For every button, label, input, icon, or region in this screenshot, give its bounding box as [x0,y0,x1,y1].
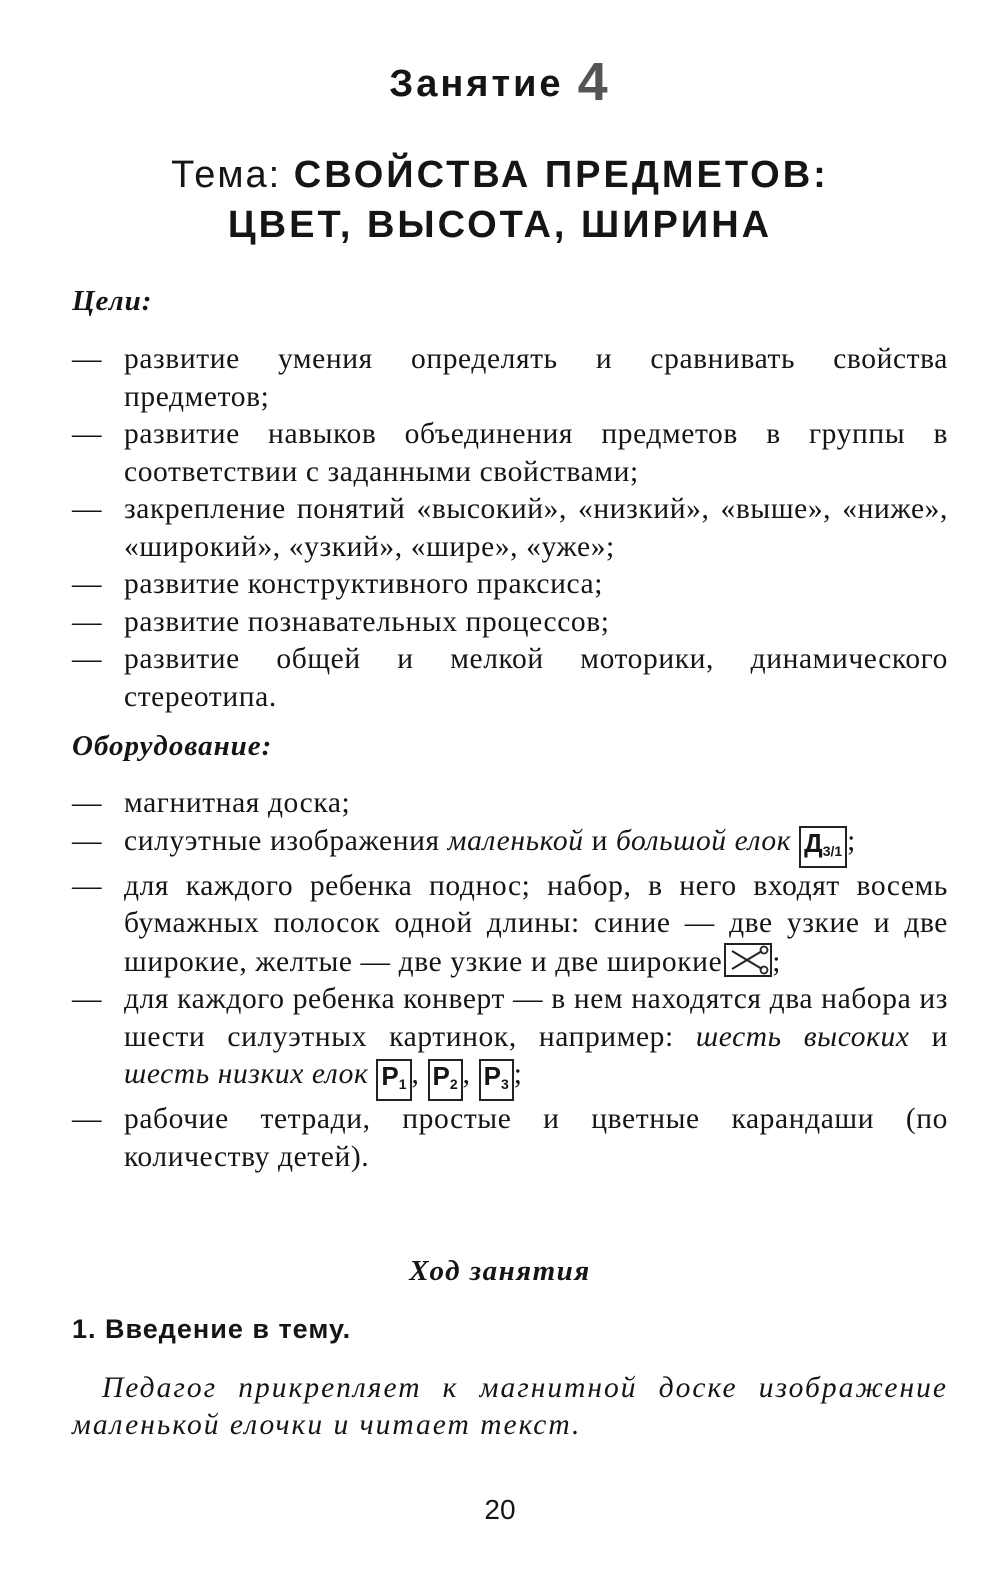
goals-heading: Цели: [72,285,153,317]
scissors-icon [724,943,772,977]
topic-heading [0,150,1000,250]
lesson-title [0,52,1000,112]
topic-line-2: ЦВЕТ, ВЫСОТА, ШИРИНА [227,204,773,246]
dash: — [72,787,103,819]
equipment-list [72,785,948,1176]
equipment-item: — для каждого ребенка поднос; набор, в него входят восемь бумажных полосок одной длины: синие — две узкие и две широкие, желтые — две узкие и две широкие ; [72,869,948,978]
step-heading: 1. Введение в тему. [72,1314,352,1344]
material-ref-box: $Р_2$ [428,1059,463,1101]
material-ref-box: $Р_1$ [376,1059,411,1101]
topic-line-1: СВОЙСТВА ПРЕДМЕТОВ: [293,154,829,196]
dash: — [72,643,103,675]
goal-item: — развитие познавательных процессов; [72,604,948,642]
lesson-word: Занятие [389,63,564,105]
material-ref-box: $Д_{3/1}$ [799,826,847,868]
goal-item: — развитие умения определять и сравнивать свойства предметов; [72,343,948,413]
equipment-item: — для каждого ребенка конверт — в нем находятся два набора из шести силуэтных картинок, например: шесть высоких и шесть низких елок $Р_1$ , $Р_2$ , $Р_3$ ; [72,981,948,1101]
goal-item: — закрепление понятий «высокий», «низкий», «выше», «ниже», «широкий», «узкий», «шире», «уже»; [72,493,948,563]
material-ref-box: $Р_3$ [479,1059,514,1101]
intro-paragraph: Педагог прикрепляет к магнитной доске изображение маленькой елочки и читает текст. [72,1372,948,1441]
equipment-item: — рабочие тетради, простые и цветные карандаши (по количеству детей). [72,1103,948,1173]
goal-item: — развитие конструктивного праксиса; [72,566,948,604]
course-heading: Ход занятия [409,1255,591,1287]
dash: — [72,343,103,375]
equipment-heading: Оборудование: [72,730,273,762]
dash: — [72,568,103,600]
dash: — [72,605,103,638]
topic-prefix: Тема: [171,154,282,196]
page-number: 20 [484,1494,516,1525]
goal-item: — развитие общей и мелкой моторики, динамического стереотипа. [72,643,948,713]
dash: — [72,983,103,1015]
dash: — [72,1103,103,1135]
dash: — [72,418,103,450]
dash: — [72,493,103,525]
lesson-number: 4 [577,52,611,112]
goal-item: — развитие навыков объединения предметов в группы в соответствии с заданными свойствами; [72,418,948,488]
equipment-item: — силуэтные изображения маленькой и большой елок $Д_{3/1}$ ; [72,823,948,868]
dash: — [72,824,103,857]
goals-list [72,341,948,716]
equipment-item: — магнитная доска; [72,785,948,823]
dash: — [72,869,103,902]
